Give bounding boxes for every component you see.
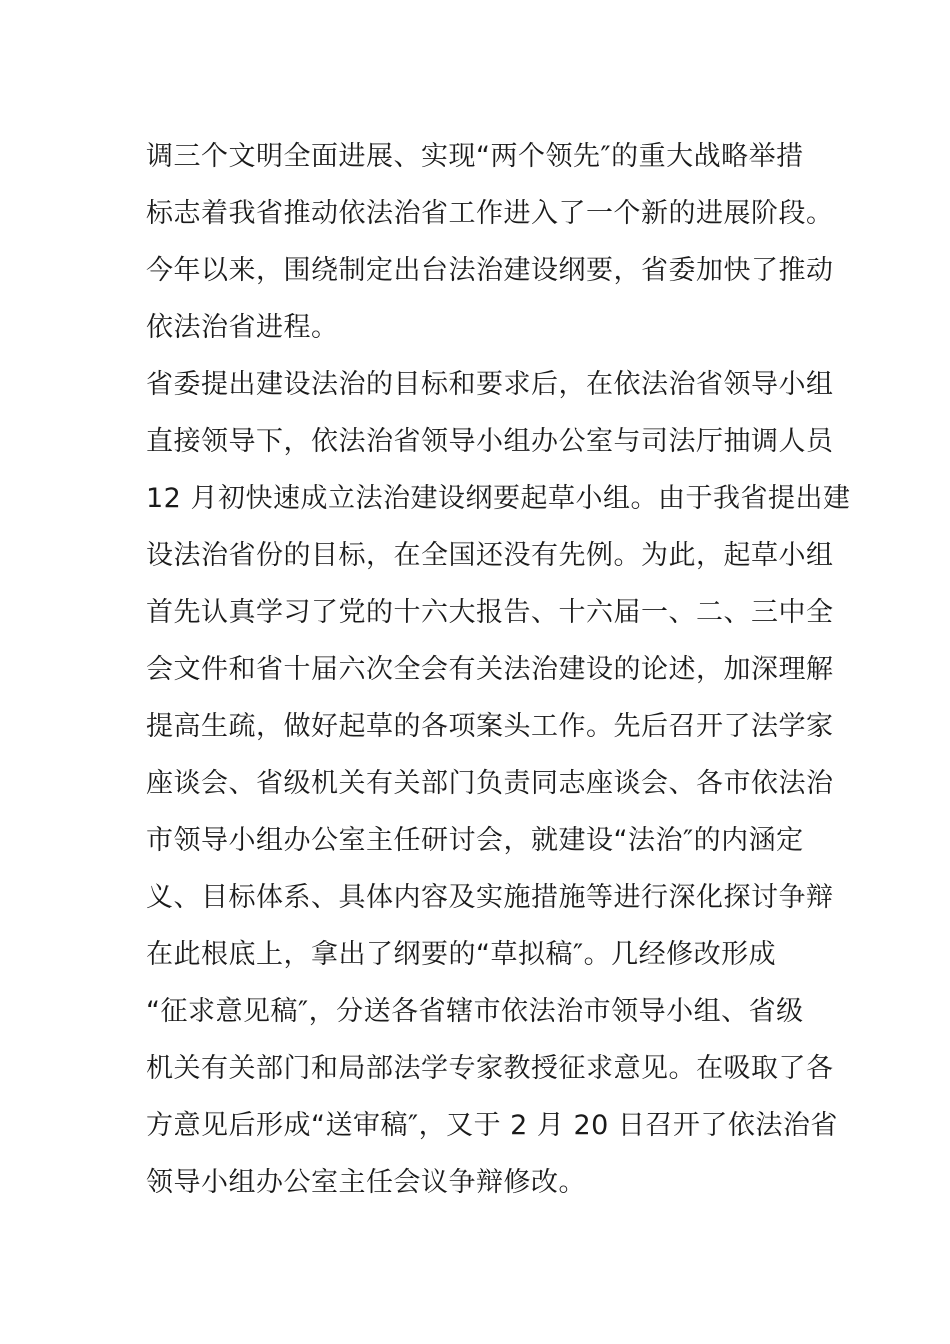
text-line: 首先认真学习了党的十六大报告、十六届一、二、三中全 bbox=[146, 597, 834, 628]
text-line: 在此根底上，拿出了纲要的“草拟稿″。几经修改形成 bbox=[146, 939, 777, 970]
text-line: 设法治省份的目标，在全国还没有先例。为此，起草小组 bbox=[146, 540, 834, 571]
text-line: 调三个文明全面进展、实现“两个领先″的重大战略举措 bbox=[146, 141, 804, 172]
text-line: 领导小组办公室主任会议争辩修改。 bbox=[146, 1167, 586, 1198]
text-line: “征求意见稿″，分送各省辖市依法治市领导小组、省级 bbox=[146, 996, 804, 1027]
text-line: 今年以来，围绕制定出台法治建设纲要，省委加快了推动 bbox=[146, 255, 834, 286]
text-line: 直接领导下，依法治省领导小组办公室与司法厅抽调人员 bbox=[146, 426, 834, 457]
text-line: 省委提出建设法治的目标和要求后，在依法治省领导小组 bbox=[146, 369, 834, 400]
text-line: 标志着我省推动依法治省工作进入了一个新的进展阶段。 bbox=[146, 198, 834, 229]
text-line: 市领导小组办公室主任研讨会，就建设“法治″的内涵定 bbox=[146, 825, 804, 856]
text-line: 依法治省进程。 bbox=[146, 312, 339, 343]
text-line: 座谈会、省级机关有关部门负责同志座谈会、各市依法治 bbox=[146, 768, 834, 799]
text-line: 会文件和省十届六次全会有关法治建设的论述，加深理解 bbox=[146, 654, 834, 685]
text-line: 义、目标体系、具体内容及实施措施等进行深化探讨争辩 bbox=[146, 882, 834, 913]
text-line: 12 月初快速成立法治建设纲要起草小组。由于我省提出建 bbox=[146, 483, 851, 514]
text-line: 提高生疏，做好起草的各项案头工作。先后召开了法学家 bbox=[146, 711, 834, 742]
text-line: 方意见后形成“送审稿″，又于 2 月 20 日召开了依法治省 bbox=[146, 1110, 838, 1141]
text-line: 机关有关部门和局部法学专家教授征求意见。在吸取了各 bbox=[146, 1053, 834, 1084]
body-text bbox=[146, 128, 851, 1211]
